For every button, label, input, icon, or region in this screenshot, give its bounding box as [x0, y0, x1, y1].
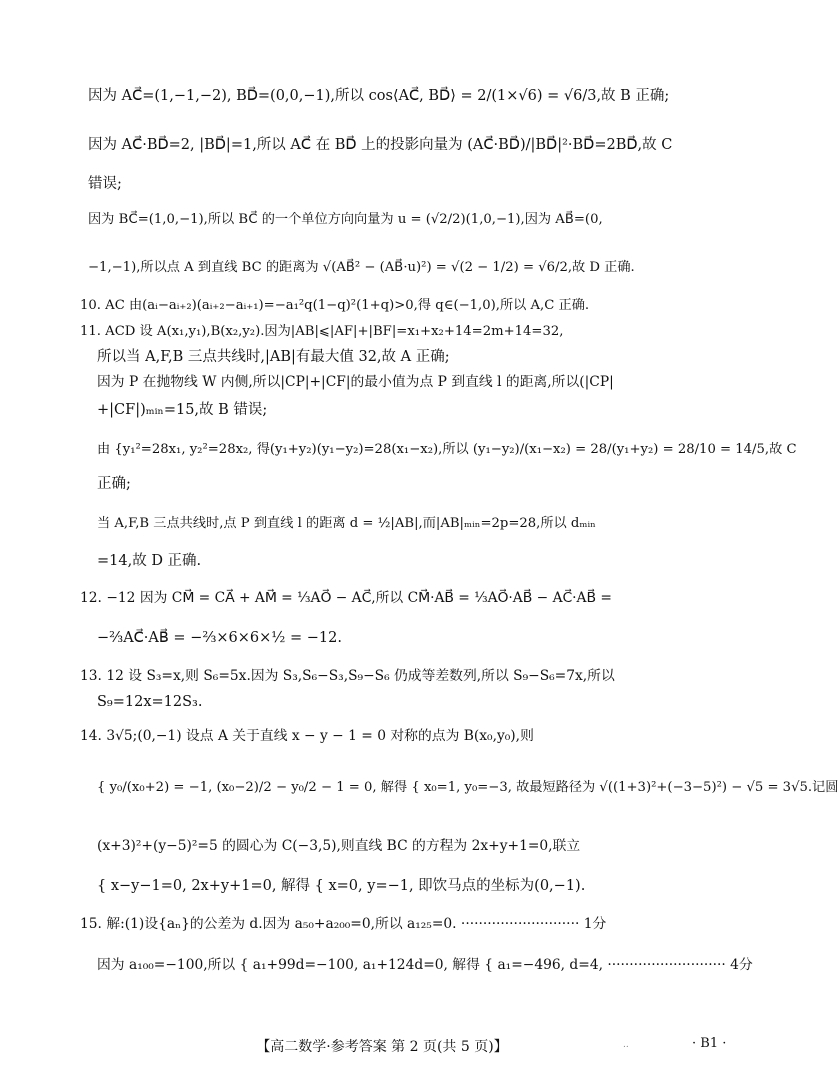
text-line: 因为 AC⃗=(1,−1,−2), BD⃗=(0,0,−1),所以 cos⟨AC⃗, BD⃗⟩ = 2/(1×√6) = √6/3,故 B 正确; — [88, 88, 670, 104]
text-line: 正确; — [97, 476, 131, 492]
text-line: 因为 P 在抛物线 W 内侧,所以|CP|+|CF|的最小值为点 P 到直线 l 的距离,所以(|CP| — [97, 374, 614, 390]
text-line: 所以当 A,F,B 三点共线时,|AB|有最大值 32,故 A 正确; — [97, 349, 450, 365]
text-line: 11. ACD 设 A(x₁,y₁),B(x₂,y₂).因为|AB|⩽|AF|+|BF|=x₁+x₂+14=2m+14=32, — [80, 324, 564, 339]
text-line: +|CF|)ₘᵢₙ=15,故 B 错误; — [97, 402, 268, 418]
text-line: −⅔AC⃗·AB⃗ = −⅔×6×6×½ = −12. — [97, 630, 342, 646]
text-line: 错误; — [88, 176, 122, 192]
page-footer: 【高二数学·参考答案 第 2 页(共 5 页)】 — [256, 1039, 508, 1055]
footer-dots: .. — [623, 1040, 629, 1050]
text-line: 因为 a₁₀₀=−100,所以 { a₁+99d=−100, a₁+124d=0, 解得 { a₁=−496, d=4, ··························· 4分 — [97, 957, 753, 973]
text-line: 10. AC 由(aᵢ−aᵢ₊₂)(aᵢ₊₂−aᵢ₊₁)=−a₁²q(1−q)²(1+q)>0,得 q∈(−1,0),所以 A,C 正确. — [80, 298, 590, 313]
text-line: 15. 解:(1)设{aₙ}的公差为 d.因为 a₅₀+a₂₀₀=0,所以 a₁₂₅=0. ··························· 1分 — [80, 916, 607, 932]
text-line: −1,−1),所以点 A 到直线 BC 的距离为 √(AB⃗² − (AB⃗·u)²) = √(2 − 1/2) = √6/2,故 D 正确. — [88, 260, 635, 275]
text-line: { y₀/(x₀+2) = −1, (x₀−2)/2 − y₀/2 − 1 = 0, 解得 { x₀=1, y₀=−3, 故最短路径为 √((1+3)²+(−3−5)²) − √5 = 3√5.记圆 — [97, 780, 838, 795]
text-line: 由 {y₁²=28x₁, y₂²=28x₂, 得(y₁+y₂)(y₁−y₂)=28(x₁−x₂),所以 (y₁−y₂)/(x₁−x₂) = 28/(y₁+y₂) = 28/10 = 14/5,故 C — [97, 442, 797, 457]
text-line: (x+3)²+(y−5)²=5 的圆心为 C(−3,5),则直线 BC 的方程为 2x+y+1=0,联立 — [97, 838, 581, 854]
footer-code: · B1 · — [692, 1036, 727, 1051]
text-line: 14. 3√5;(0,−1) 设点 A 关于直线 x − y − 1 = 0 对称的点为 B(x₀,y₀),则 — [80, 728, 534, 744]
text-line: 因为 BC⃗=(1,0,−1),所以 BC⃗ 的一个单位方向向量为 u = (√2/2)(1,0,−1),因为 AB⃗=(0, — [88, 212, 603, 227]
text-line: 当 A,F,B 三点共线时,点 P 到直线 l 的距离 d = ½|AB|,而|AB|ₘᵢₙ=2p=28,所以 dₘᵢₙ — [97, 516, 596, 531]
text-line: 12. −12 因为 CM⃗ = CA⃗ + AM⃗ = ⅓AO⃗ − AC⃗,所以 CM⃗·AB⃗ = ⅓AO⃗·AB⃗ − AC⃗·AB⃗ = — [80, 590, 612, 606]
text-line: { x−y−1=0, 2x+y+1=0, 解得 { x=0, y=−1, 即饮马点的坐标为(0,−1). — [97, 878, 586, 894]
text-line: =14,故 D 正确. — [97, 553, 202, 569]
text-line: 13. 12 设 S₃=x,则 S₆=5x.因为 S₃,S₆−S₃,S₉−S₆ 仍成等差数列,所以 S₉−S₆=7x,所以 — [80, 668, 615, 684]
text-line: 因为 AC⃗·BD⃗=2, |BD⃗|=1,所以 AC⃗ 在 BD⃗ 上的投影向量为 (AC⃗·BD⃗)/|BD⃗|²·BD⃗=2BD⃗,故 C — [88, 137, 673, 153]
text-line: S₉=12x=12S₃. — [97, 694, 203, 710]
